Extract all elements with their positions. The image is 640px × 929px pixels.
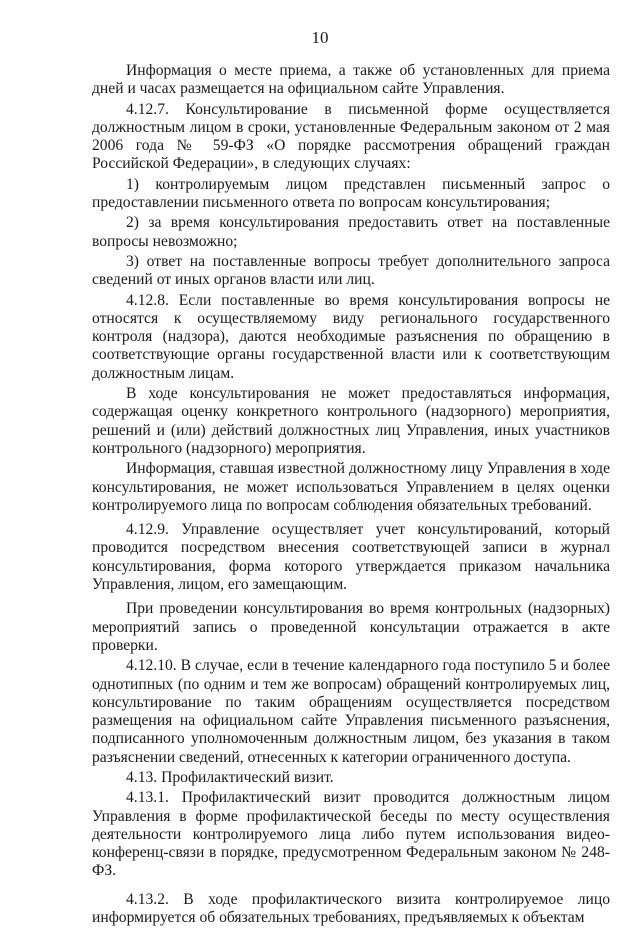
paragraph-info-usage: Информация, ставшая известной должностному лицу Управления в ходе консультирования, не может использоваться Управлением в целях оценки контролируемого лица по вопросам соблюдения обязательных требований. xyxy=(92,460,610,514)
list-item-1: 1) контролируемым лицом представлен письменный запрос о предоставлении письменного ответа по вопросам консультирования; xyxy=(92,175,610,212)
list-item-2: 2) за время консультирования предоставить ответ на поставленные вопросы невозможно; xyxy=(92,214,610,250)
paragraph-4-12-8: 4.12.8. Если поставленные во время консультирования вопросы не относятся к осуществляемому виду регионального государственного контроля (надзора), даются необходимые разъяснения по обращению в соответствующие органы государственной власти или к соответствующим должностным лицам. xyxy=(92,291,610,382)
paragraph-4-12-10: 4.12.10. В случае, если в течение календарного года поступило 5 и более однотипных (по одним и тем же вопросам) обращений контролируемых лиц, консультирование по таким обращениям осуществляется посредством размещения на официальном сайте Управления письменного разъяснения, подписанного уполномоченным должностным лицом, без указания в таком разъяснении сведений, отнесенных к категории ограниченного доступа. xyxy=(92,657,610,766)
paragraph-consulting-limits: В ходе консультирования не может предоставляться информация, содержащая оценку конкретного контрольного (надзорного) мероприятия, решений и (или) действий должностных лиц Управления, иных участников контрольного (надзорного) мероприятия. xyxy=(92,385,610,457)
document-body xyxy=(92,62,610,929)
page-number: 10 xyxy=(311,28,329,47)
paragraph-consulting-record: При проведении консультирования во время контрольных (надзорных) мероприятий запись о проведенной консультации отражается в акте проверки. xyxy=(92,600,610,654)
paragraph-4-13-1: 4.13.1. Профилактический визит проводится должностным лицом Управления в форме профилактической беседы по месту осуществления деятельности контролируемого лица либо путем использования видео-конференц-связи в порядке, предусмотренном Федеральным законом № 248-ФЗ. xyxy=(92,789,610,880)
paragraph-4-12-9: 4.12.9. Управление осуществляет учет консультирований, который проводится посредством внесения соответствующей записи в журнал консультирования, форма которого утверждается приказом начальника Управления, лицом, его замещающим. xyxy=(92,521,610,594)
paragraph-reception-info: Информация о месте приема, а также об установленных для приема дней и часах размещается на официальном сайте Управления. xyxy=(92,62,610,98)
paragraph-4-12-7: 4.12.7. Консультирование в письменной форме осуществляется должностным лицом в сроки, установленные Федеральным законом от 2 мая 2006 года № 59-ФЗ «О порядке рассмотрения обращений граждан Российской Федерации», в следующих случаях: xyxy=(92,100,610,173)
section-heading-4-13: 4.13. Профилактический визит. xyxy=(126,768,334,786)
paragraph-4-13-2: 4.13.2. В ходе профилактического визита контролируемое лицо информируется об обязательных требованиях, предъявляемых к объектам xyxy=(92,890,610,927)
list-item-3: 3) ответ на поставленные вопросы требует дополнительного запроса сведений от иных органов власти или лиц. xyxy=(92,252,610,289)
